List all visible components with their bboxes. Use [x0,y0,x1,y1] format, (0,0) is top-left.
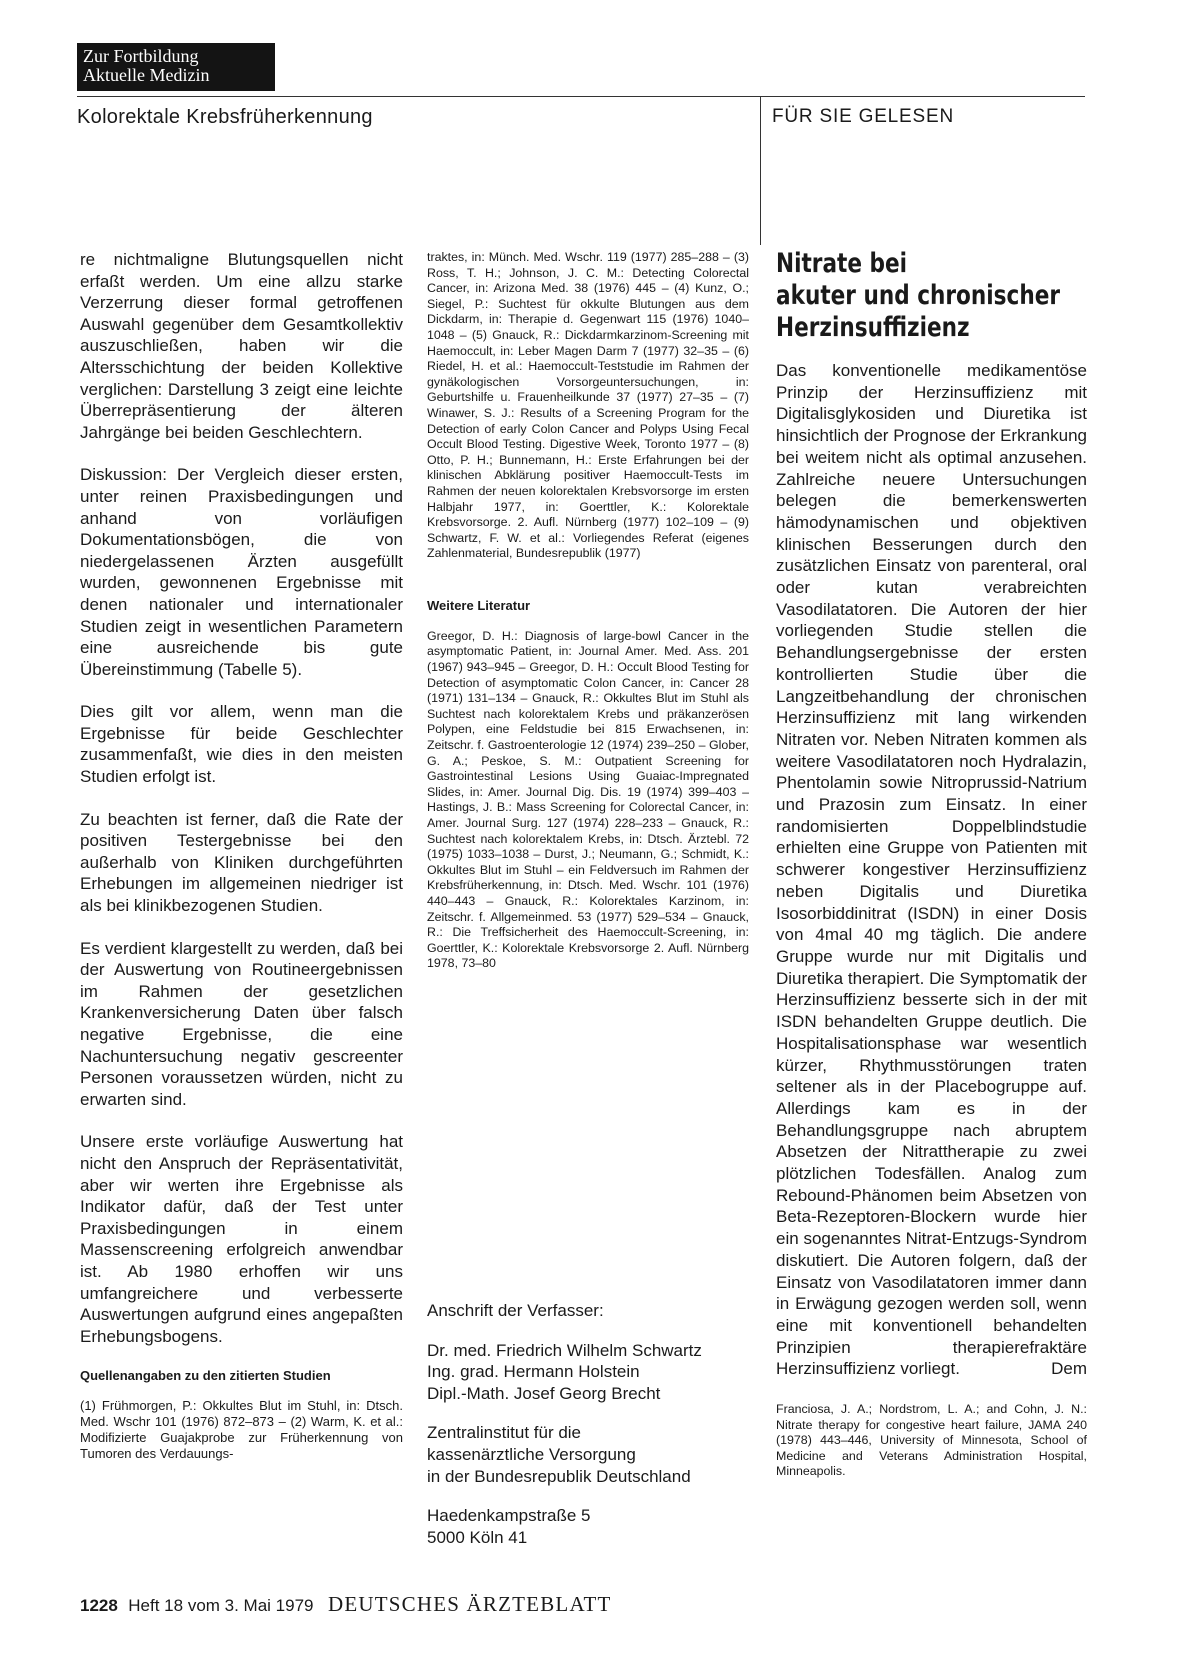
section-title-right: FÜR SIE GELESEN [772,106,954,127]
article-signature: Dem [1051,1359,1087,1379]
paragraph: re nichtmaligne Blutungsquellen nicht erfaßt werden. Um eine allzu starke Verzerrung dieser formal getroffenen Auswahl gegenüber dem Gesamtkollektiv auszuschließen, haben wir die Altersschichtung der beiden Kollektive verglichen: Darstellung 3 zeigt eine leichte Überrepräsentierung der älteren Jahrgänge bei beiden Geschlechtern. [80,250,403,442]
sources-text: (1) Frühmorgen, P.: Okkultes Blut im Stuhl, in: Dtsch. Med. Wschr 101 (1976) 872–873 – (2) Warm, K. et al.: Modifizierte Guajakprobe zur Früherkennung von Tumoren des Verdauungs- [80,1398,403,1462]
masthead-line-1: Zur Fortbildung [83,46,199,66]
article-title-line: Herzinsuffizienz [776,312,970,343]
left-column [80,249,403,1462]
references-continued: traktes, in: Münch. Med. Wschr. 119 (1977) 285–288 – (3) Ross, T. H.; Johnson, J. C. M.: Detecting Colorectal Cancer, in: Arizona Med. 38 (1976) 445 – (4) Kunz, O.; Siegel, P.: Suchtest für okkulte Blutungen aus dem Dickdarm, in: Therapie d. Gegenwart 115 (1976) 1040–1048 – (5) Gnauck, R.: Dickdarmkarzinom-Screening mit Haemoccult, in: Leber Magen Darm 7 (1977) 32–35 – (6) Riedel, H. et al.: Haemoccult-Teststudie im Rahmen der gynäkologischen Vorsorgeuntersuchungen, in: Geburtshilfe u. Frauenheilkunde 37 (1977) 27–35 – (7) Winawer, S. J.: Results of a Screening Program for the Detection of early Colon Cancer and Polyps Using Fecal Occult Blood Testing. Digestive Week, Toronto 1977 – (8) Otto, P. H.; Bunnemann, H.: Erste Erfahrungen bei der klinischen Abklärung positiver Haemoccult-Tests im Rahmen der neuen kolorektalen Krebsvorsorge im ersten Halbjahr 1977, in: Goerttler, K.: Kolorektale Krebsvorsorge. 2. Aufl. Nürnberg (1977) 102–109 – (9) Schwartz, F. W. et al.: Vorliegendes Referat (eigenes Zahlenmaterial, Bundesrepublik (1977) [427,250,749,561]
author-name: Ing. grad. Hermann Holstein [427,1362,640,1382]
institute-line: in der Bundesrepublik Deutschland [427,1466,691,1486]
further-literature-text: Greegor, D. H.: Diagnosis of large-bowl Cancer in the asymptomatic Patient, in: Journal Amer. Med. Ass. 201 (1967) 943–945 – Greegor, D. H.: Occult Blood Testing for Detection of asymptomatic Colon Cancer, in: Cancer 28 (1971) 131–134 – Gnauck, R.: Okkultes Blut im Stuhl als Suchtest nach kolorektalem Krebs und präkanzerösen Polypen, eine Feldstudie bei 815 Erwachsenen, in: Zeitschr. f. Gastroenterologie 12 (1974) 239–250 – Glober, G. A.; Peskoe, S. M.: Outpatient Screening for Gastrointestinal Lesions Using Guaiac-Impregnated Slides, in: Amer. Journal Dig. Dis. 19 (1974) 399–403 – Hastings, J. B.: Mass Screening for Colorectal Cancer, in: Amer. Journal Surg. 127 (1974) 228–233 – Gnauck, R.: Suchtest nach kolorektalem Krebs, in: Dtsch. Ärztebl. 72 (1975) 1033–1038 – Durst, J.; Neumann, G.; Schmidt, K.: Okkultes Blut im Stuhl – ein Feldversuch im Rahmen der Krebsfrüherkennung, in: Dtsch. Med. Wschr. 101 (1976) 440–443 – Gnauck, R.: Kolorektales Karzinom, in: Zeitschr. f. Allgemeinmed. 53 (1977) 529–534 – Gnauck, R.: Die Treffsicherheit des Haemoccult-Screening, in: Goerttler, K.: Kolorektale Krebsvorsorge 2. Aufl. Nürnberg 1978, 73–80 [427,628,749,971]
paragraph: Diskussion: Der Vergleich dieser ersten, unter reinen Praxisbedingungen und anhand von vorläufigen Dokumentationsbögen, die von niedergelassenen Ärzten ausgefüllt wurden, gewonnenen Ergebnisse mit denen nationaler und internationaler Studien zeigt in wesentlichen Parametern eine ausreichende bis gute Übereinstimmung (Tabelle 5). [80,465,403,679]
journal-name: DEUTSCHES ÄRZTEBLATT [327,1592,612,1616]
paragraph: Dies gilt vor allem, wenn man die Ergebnisse für beide Geschlechter zusammenfaßt, wie dies in den meisten Studien erfolgt ist. [80,702,403,787]
street-address [427,1505,757,1548]
issue-info: Heft 18 vom 3. Mai 1979 [128,1596,314,1615]
page-footer [80,1592,612,1617]
institute-line: Zentralinstitut für die [427,1423,582,1443]
article-title-line: akuter und chronischer [776,280,1060,311]
sources-heading: Quellenangaben zu den zitierten Studien [80,1368,331,1384]
street-line: 5000 Köln 41 [427,1527,528,1547]
middle-column [427,250,749,972]
author-name: Dipl.-Math. Josef Georg Brecht [427,1383,661,1403]
article-title [776,248,1088,344]
article-body-text: Das konventionelle medikamentöse Prinzip der Herzinsuffizienz mit Digitalisglykosiden und Diuretika ist hinsichtlich der Prognose der Erkrankung bei weitem nicht als optimal anzusehen. Zahlreiche neuere Untersuchungen belegen die bemerkenswerten hämodynamischen und objektiven klinischen Besserungen durch den zusätzlichen Einsatz von parenteral, oral oder kutan verabreichten Vasodilatatoren. Die Autoren der hier vorliegenden Studie stellen die Behandlungsergebnisse der ersten kontrollierten Studie über die Langzeitbehandlung der chronischen Herzinsuffizienz mit lang wirkenden Nitraten vor. Neben Nitraten kommen als weitere Vasodilatatoren noch Hydralazin, Phentolamin sowie Nitroprussid-Natrium und Prazosin zum Einsatz. In einer randomisierten Doppelblindstudie erhielten eine Gruppe von Patienten mit schwerer kongestiver Herzinsuffizienz neben Digitalis und Diuretika Isosorbiddinitrat (ISDN) in einer Dosis von 4mal 40 mg täglich. Die andere Gruppe wurde nur mit Digitalis und Diuretika therapiert. Die Symptomatik der Herzinsuffizienz besserte sich in der mit ISDN behandelten Gruppe deutlich. Die Hospitalisationsphase war wesentlich kürzer, Rhythmusstörungen traten seltener als in der Placebogruppe auf. Allerdings kam es in der Behandlungsgruppe nach abruptem Absetzen der Nitrattherapie zu zwei plötzlichen Todesfällen. Analog zum Rebound-Phänomen beim Absetzen von Beta-Rezeptoren-Blockern wurde hier ein sogenanntes Nitrat-Entzugs-Syndrom diskutiert. Die Autoren folgern, daß der Einsatz von Vasodilatatoren immer dann in Erwägung gezogen werden soll, wenn eine mit konventionell behandelten Prinzipien therapierefraktäre Herzinsuffizienz vorliegt. [776,361,1087,1379]
paragraph: Es verdient klargestellt zu werden, daß bei der Auswertung von Routineergebnissen im Rahmen der gesetzlichen Krankenversicherung Daten über falsch negative Ergebnisse, die eine Nachuntersuchung negativ gescreenter Personen voraussetzen würden, nicht zu erwarten sind. [80,938,403,1109]
article-reference: Franciosa, J. A.; Nordstrom, L. A.; and Cohn, J. N.: Nitrate therapy for congestive heart failure, JAMA 240 (1978) 443–446, University of Minnesota, School of Medicine and Veterans Administration Hospital, Minneapolis. [776,1402,1087,1479]
author-name: Dr. med. Friedrich Wilhelm Schwartz [427,1340,702,1360]
address-label: Anschrift der Verfasser: [427,1301,604,1320]
paragraph: Unsere erste vorläufige Auswertung hat nicht den Anspruch der Repräsentativität, aber wir werten ihre Ergebnisse als Indikator dafür, daß der Test unter Praxisbedingungen in einem Massenscreening erfolgreich anwendbar ist. Ab 1980 erhoffen wir uns umfangreichere und verbesserte Auswertungen aufgrund eines angepaßten Erhebungsbogens. [80,1132,403,1346]
institute [427,1422,757,1487]
header-rule [77,96,1085,97]
article-title-line: Nitrate bei [776,248,908,279]
page-number: 1228 [80,1596,118,1615]
section-title-left: Kolorektale Krebsfrüherkennung [77,106,373,128]
masthead-badge [77,43,275,91]
further-literature-heading: Weitere Literatur [427,597,531,613]
right-column [776,248,1087,1480]
paragraph: Zu beachten ist ferner, daß die Rate der positiven Testergebnisse bei den außerhalb von Kliniken durchgeführten Erhebungen im allgemeinen niedriger ist als bei klinikbezogenen Studien. [80,809,403,916]
institute-line: kassenärztliche Versorgung [427,1444,636,1464]
header-vertical-rule [760,97,761,245]
article-body [776,360,1087,1380]
author-address [427,1300,757,1566]
street-line: Haedenkampstraße 5 [427,1506,591,1526]
author-list [427,1340,757,1405]
masthead-line-2: Aktuelle Medizin [83,65,210,85]
